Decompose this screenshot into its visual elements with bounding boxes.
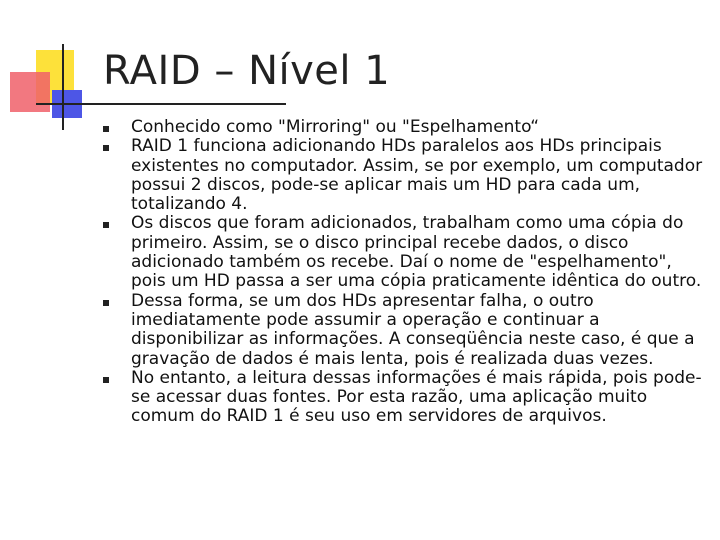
bullet-item [100,118,710,137]
square-bullet-icon [103,145,109,151]
bullet-text: Os discos que foram adicionados, trabalham como uma cópia do primeiro. Assim, se o disco principal recebe dados, o disco adicionado também os recebe. Daí o nome de "espelhamento", pois um HD passa a ser uma cópia praticamente idêntica do outro. [131,213,702,292]
logo-red-square [10,72,50,112]
bullet-item [100,369,710,427]
slide-title: RAID – Nível 1 [103,48,391,94]
title-underline [36,103,286,105]
bullet-item [100,137,710,214]
square-bullet-icon [103,300,109,306]
bullet-item [100,214,710,291]
square-bullet-icon [103,126,109,132]
logo-vertical-line [62,44,64,130]
bullet-text: Conhecido como "Mirroring" ou "Espelhamento“ [131,117,540,137]
square-bullet-icon [103,377,109,383]
bullet-list [100,118,710,427]
bullet-text: No entanto, a leitura dessas informações é mais rápida, pois pode-se acessar duas fontes. Por esta razão, uma aplicação muito comum do RAID 1 é seu uso em servidores de arquivos. [131,367,702,427]
square-bullet-icon [103,222,109,228]
bullet-item [100,292,710,369]
bullet-text: Dessa forma, se um dos HDs apresentar falha, o outro imediatamente pode assumir a operação e continuar a disponibilizar as informações. A conseqüência neste caso, é que a gravação de dados é mais lenta, pois é realizada duas vezes. [131,290,695,369]
bullet-text: RAID 1 funciona adicionando HDs paralelos aos HDs principais existentes no computador. Assim, se por exemplo, um computador possui 2 discos, pode-se aplicar mais um HD para cada um, totalizando 4. [131,136,703,215]
